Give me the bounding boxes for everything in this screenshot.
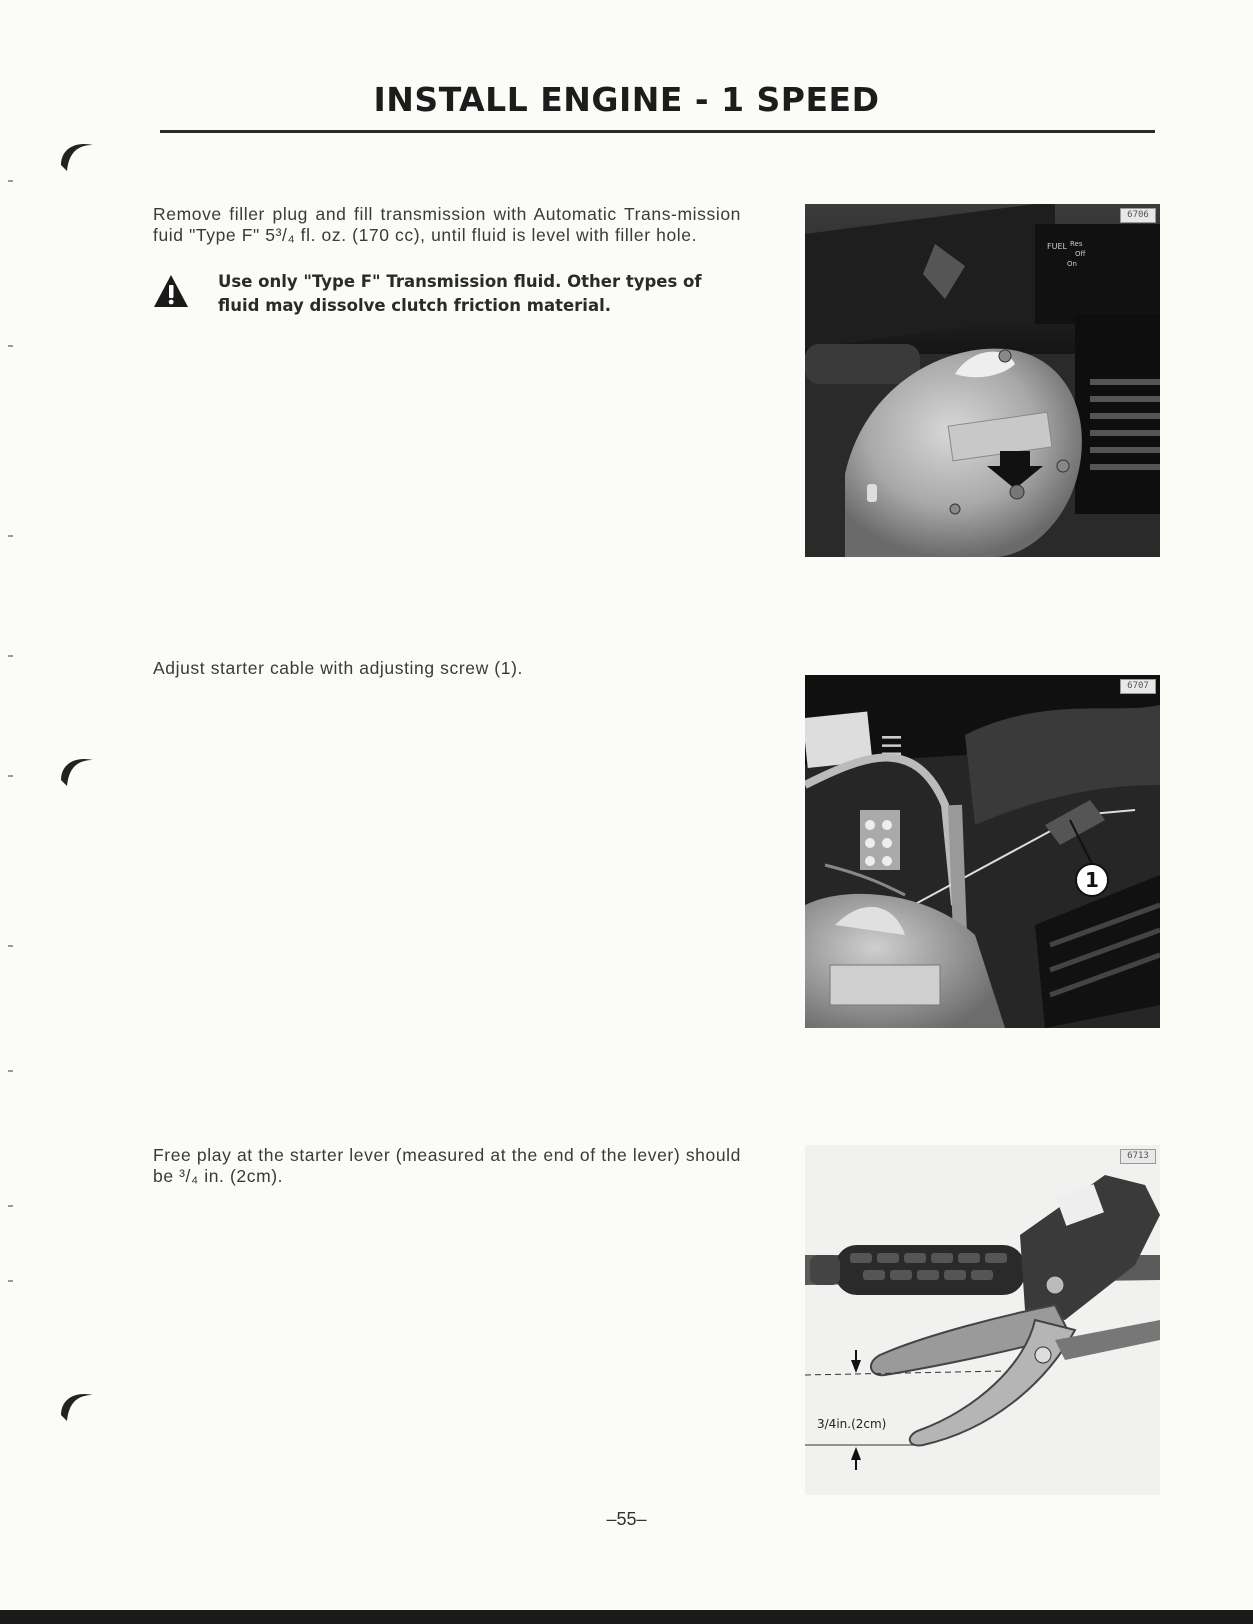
edge-tick bbox=[8, 775, 13, 777]
starter-cable-photo bbox=[805, 675, 1160, 1028]
bottom-rule bbox=[0, 1610, 1253, 1624]
svg-text:Off: Off bbox=[1075, 250, 1086, 258]
step-1-text: Remove filler plug and fill transmission with Automatic Trans-mission fuid "Type F" 5³/₄ fl. oz. (170 cc), until fluid is level with filler hole. bbox=[153, 204, 741, 245]
figure-starter-lever-free-play bbox=[805, 1145, 1160, 1495]
binder-hole-mark bbox=[55, 750, 103, 798]
svg-text:Res: Res bbox=[1070, 240, 1083, 248]
binder-hole-mark bbox=[55, 1385, 103, 1433]
step-3-text: Free play at the starter lever (measured at the end of the lever) should be ³/₄ in. (2cm). bbox=[153, 1145, 741, 1186]
edge-tick bbox=[8, 1280, 13, 1282]
svg-text:☰: ☰ bbox=[880, 732, 904, 762]
edge-tick bbox=[8, 180, 13, 182]
page-title: INSTALL ENGINE - 1 SPEED bbox=[373, 80, 880, 119]
figure-code: 6706 bbox=[1120, 208, 1156, 223]
callout-adjusting-screw: 1 bbox=[1075, 863, 1109, 897]
step-2-text: Adjust starter cable with adjusting screw (1). bbox=[153, 658, 523, 678]
starter-lever-photo bbox=[805, 1145, 1160, 1495]
svg-text:FUEL: FUEL bbox=[1047, 242, 1067, 251]
figure-code: 6713 bbox=[1120, 1149, 1156, 1164]
edge-tick bbox=[8, 655, 13, 657]
edge-tick bbox=[8, 945, 13, 947]
title-underline bbox=[160, 130, 1155, 133]
edge-tick bbox=[8, 535, 13, 537]
binder-hole-mark bbox=[55, 135, 103, 183]
figure-transmission-filler bbox=[805, 204, 1160, 557]
warning-note bbox=[153, 270, 741, 320]
figure-code: 6707 bbox=[1120, 679, 1156, 694]
figure-starter-cable bbox=[805, 675, 1160, 1028]
edge-tick bbox=[8, 345, 13, 347]
page-number: –55– bbox=[606, 1509, 647, 1529]
warning-triangle-icon bbox=[153, 274, 189, 308]
edge-tick bbox=[8, 1205, 13, 1207]
svg-text:On: On bbox=[1067, 260, 1077, 268]
free-play-measurement: 3/4in.(2cm) bbox=[817, 1417, 887, 1431]
engine-case-photo bbox=[805, 204, 1160, 557]
warning-text: Use only "Type F" Transmission fluid. Other types of fluid may dissolve clutch friction material. bbox=[218, 272, 702, 315]
edge-tick bbox=[8, 1070, 13, 1072]
